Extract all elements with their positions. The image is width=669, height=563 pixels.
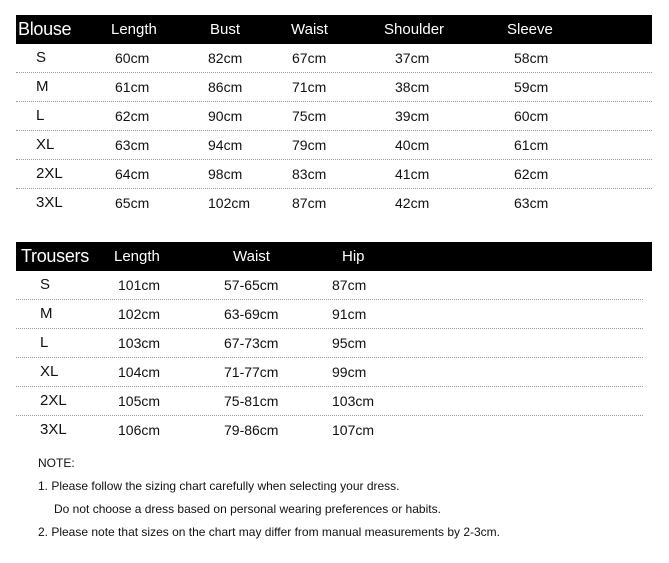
trousers-size-table (16, 242, 652, 444)
size-label: M (40, 305, 53, 322)
measurement-cell: 82cm (208, 50, 243, 66)
measurement-cell: 38cm (395, 79, 430, 95)
note-line-1: 1. Please follow the sizing chart carefully when selecting your dress. (38, 479, 400, 493)
measurement-cell: 107cm (332, 422, 375, 438)
table-row (16, 358, 643, 387)
measurement-cell: 63cm (115, 137, 150, 153)
measurement-cell: 39cm (395, 108, 430, 124)
measurement-cell: 104cm (118, 364, 161, 380)
measurement-cell: 41cm (395, 166, 430, 182)
size-label: XL (40, 363, 59, 380)
table-row (16, 300, 643, 329)
measurement-cell: 63cm (514, 195, 549, 211)
measurement-cell: 102cm (118, 306, 161, 322)
table-row (16, 73, 652, 102)
note-line-3: 2. Please note that sizes on the chart may differ from manual measurements by 2-3cm. (38, 525, 500, 539)
measurement-cell: 87cm (292, 195, 327, 211)
measurement-cell: 91cm (332, 306, 367, 322)
blouse-size-table (16, 15, 652, 217)
measurement-cell: 65cm (115, 195, 150, 211)
measurement-cell: 60cm (115, 50, 150, 66)
table-row (16, 189, 652, 217)
measurement-cell: 98cm (208, 166, 243, 182)
size-label: 3XL (36, 194, 63, 211)
measurement-cell: 40cm (395, 137, 430, 153)
measurement-cell: 90cm (208, 108, 243, 124)
size-label: L (40, 334, 49, 351)
measurement-cell: 99cm (332, 364, 367, 380)
blouse-col-waist: Waist (291, 21, 328, 38)
sizing-notes (38, 452, 500, 544)
measurement-cell: 106cm (118, 422, 161, 438)
measurement-cell: 94cm (208, 137, 243, 153)
size-label: S (36, 49, 47, 66)
size-label: 3XL (40, 421, 67, 438)
trousers-header-row (16, 242, 652, 271)
measurement-cell: 71-77cm (224, 364, 279, 380)
measurement-cell: 102cm (208, 195, 251, 211)
measurement-cell: 103cm (332, 393, 375, 409)
measurement-cell: 63-69cm (224, 306, 279, 322)
size-label: 2XL (40, 392, 67, 409)
measurement-cell: 58cm (514, 50, 549, 66)
trousers-col-length: Length (114, 248, 160, 265)
measurement-cell: 60cm (514, 108, 549, 124)
measurement-cell: 67-73cm (224, 335, 279, 351)
notes-heading: NOTE: (38, 456, 75, 470)
size-label: L (36, 107, 45, 124)
table-row (16, 44, 652, 73)
note-line-2: Do not choose a dress based on personal wearing preferences or habits. (54, 502, 441, 516)
measurement-cell: 95cm (332, 335, 367, 351)
measurement-cell: 64cm (115, 166, 150, 182)
measurement-cell: 83cm (292, 166, 327, 182)
measurement-cell: 62cm (115, 108, 150, 124)
table-row (16, 271, 643, 300)
measurement-cell: 57-65cm (224, 277, 279, 293)
size-label: M (36, 78, 49, 95)
table-row (16, 102, 652, 131)
measurement-cell: 42cm (395, 195, 430, 211)
measurement-cell: 71cm (292, 79, 327, 95)
blouse-col-bust: Bust (210, 21, 241, 38)
blouse-table-title: Blouse (18, 19, 72, 39)
measurement-cell: 79-86cm (224, 422, 279, 438)
blouse-header-row (16, 15, 652, 44)
measurement-cell: 59cm (514, 79, 549, 95)
measurement-cell: 61cm (115, 79, 150, 95)
size-label: S (40, 276, 51, 293)
blouse-col-sleeve: Sleeve (507, 21, 553, 38)
measurement-cell: 101cm (118, 277, 161, 293)
measurement-cell: 103cm (118, 335, 161, 351)
size-label: 2XL (36, 165, 63, 182)
table-row (16, 329, 643, 358)
measurement-cell: 37cm (395, 50, 430, 66)
size-label: XL (36, 136, 55, 153)
table-row (16, 131, 652, 160)
measurement-cell: 86cm (208, 79, 243, 95)
blouse-col-shoulder: Shoulder (384, 21, 445, 38)
measurement-cell: 105cm (118, 393, 161, 409)
measurement-cell: 75-81cm (224, 393, 279, 409)
blouse-col-length: Length (111, 21, 157, 38)
measurement-cell: 62cm (514, 166, 549, 182)
measurement-cell: 79cm (292, 137, 327, 153)
measurement-cell: 67cm (292, 50, 327, 66)
trousers-col-waist: Waist (233, 248, 270, 265)
trousers-col-hip: Hip (342, 248, 365, 265)
table-row (16, 160, 652, 189)
measurement-cell: 61cm (514, 137, 549, 153)
measurement-cell: 75cm (292, 108, 327, 124)
measurement-cell: 87cm (332, 277, 367, 293)
trousers-table-title: Trousers (21, 246, 89, 266)
table-row (16, 387, 643, 416)
table-row (16, 416, 643, 444)
